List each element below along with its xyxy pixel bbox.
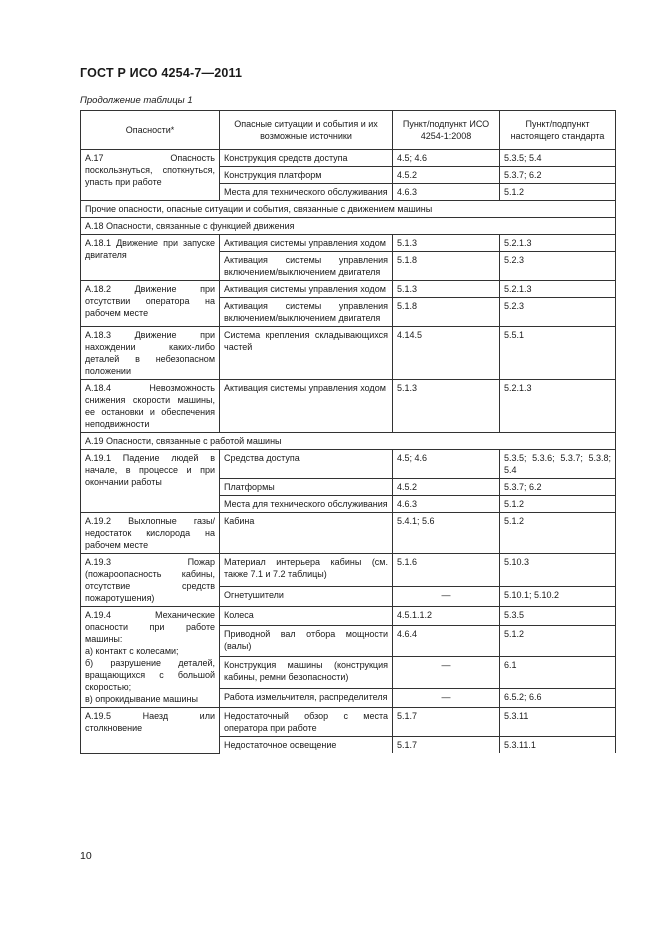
standard-clause-cell: 5.3.5; 5.4: [500, 150, 616, 167]
standard-clause-cell: 5.1.2: [500, 625, 616, 657]
iso-clause-cell: 5.1.7: [393, 737, 500, 754]
table-row: [81, 380, 616, 433]
iso-clause-cell: 5.1.6: [393, 554, 500, 587]
table-row: [81, 554, 616, 587]
source-cell: Активация системы управления ходом: [220, 281, 393, 298]
hazard-cell: А.18.1 Движение при запуске двигателя: [81, 235, 220, 281]
source-cell: Колеса: [220, 607, 393, 626]
hazard-cell: А.18.3 Движение при нахождении каких-либо деталей в небезопасном положении: [81, 327, 220, 380]
iso-clause-cell: 4.5; 4.6: [393, 150, 500, 167]
source-cell: Кабина: [220, 513, 393, 554]
standard-clause-cell: 5.2.1.3: [500, 235, 616, 252]
iso-clause-cell: 4.5.2: [393, 167, 500, 184]
iso-clause-cell: 4.14.5: [393, 327, 500, 380]
source-cell: Недостаточное освещение: [220, 737, 393, 754]
hazard-cell: А.18.2 Движение при отсутствии оператора на рабочем месте: [81, 281, 220, 327]
iso-clause-cell: 4.6.4: [393, 625, 500, 657]
source-cell: Конструкция средств доступа: [220, 150, 393, 167]
standard-clause-cell: 5.2.1.3: [500, 281, 616, 298]
table-row: [81, 607, 616, 626]
standard-clause-cell: 6.1: [500, 657, 616, 689]
standard-clause-cell: 5.10.3: [500, 554, 616, 587]
source-cell: Система крепления складывающихся частей: [220, 327, 393, 380]
table-row: [81, 513, 616, 554]
source-cell: Активация системы управления ходом: [220, 380, 393, 433]
section-title-a18: А.18 Опасности, связанные с функцией движения: [81, 218, 616, 235]
source-cell: Активация системы управления включением/выключением двигателя: [220, 298, 393, 327]
standard-clause-cell: 5.2.1.3: [500, 380, 616, 433]
iso-clause-cell: 4.5.2: [393, 479, 500, 496]
section-title-other-hazards: Прочие опасности, опасные ситуации и события, связанные с движением машины: [81, 201, 616, 218]
source-cell: Средства доступа: [220, 450, 393, 479]
table-row: [81, 327, 616, 380]
iso-clause-cell: —: [393, 689, 500, 708]
iso-clause-cell: 5.1.8: [393, 252, 500, 281]
source-cell: Места для технического обслуживания: [220, 184, 393, 201]
standard-clause-cell: 5.3.7; 6.2: [500, 479, 616, 496]
source-cell: Недостаточный обзор с места оператора при работе: [220, 708, 393, 737]
iso-clause-cell: —: [393, 587, 500, 607]
hazard-cell: А.19.2 Выхлопные газы/недостаток кислорода на рабочем месте: [81, 513, 220, 554]
hazard-cell: А.19.4 Механические опасности при работе машины: а) контакт с колесами; б) разрушение деталей, вращающихся с большой скоростью; в) опрокидывание машины: [81, 607, 220, 708]
standard-clause-cell: 5.2.3: [500, 252, 616, 281]
source-cell: Работа измельчителя, распределителя: [220, 689, 393, 708]
table-header-row: [81, 111, 616, 150]
iso-clause-cell: 4.6.3: [393, 496, 500, 513]
source-cell: Конструкция платформ: [220, 167, 393, 184]
iso-clause-cell: 5.1.3: [393, 281, 500, 298]
section-row: [81, 218, 616, 235]
page-number: 10: [80, 850, 92, 862]
column-header-sources: Опасные ситуации и события и их возможные источники: [220, 111, 393, 150]
hazard-cell: А.19.5 Наезд или столкновение: [81, 708, 220, 754]
source-cell: Платформы: [220, 479, 393, 496]
hazard-cell: А.18.4 Невозможность снижения скорости машины, ее остановки и обеспечения неподвижности: [81, 380, 220, 433]
section-title-a19: А.19 Опасности, связанные с работой машины: [81, 433, 616, 450]
source-cell: Места для технического обслуживания: [220, 496, 393, 513]
source-cell: Активация системы управления включением/выключением двигателя: [220, 252, 393, 281]
standard-clause-cell: 6.5.2; 6.6: [500, 689, 616, 708]
table-row: [81, 450, 616, 479]
iso-clause-cell: 5.4.1; 5.6: [393, 513, 500, 554]
table-continuation-label: Продолжение таблицы 1: [80, 95, 193, 106]
table-row: [81, 708, 616, 737]
document-header: ГОСТ Р ИСО 4254-7—2011: [80, 66, 243, 80]
source-cell: Конструкция машины (конструкция кабины, ремни безопасности): [220, 657, 393, 689]
section-row: [81, 201, 616, 218]
standard-clause-cell: 5.2.3: [500, 298, 616, 327]
table-row: [81, 235, 616, 252]
source-cell: Материал интерьера кабины (см. также 7.1 и 7.2 таблицы): [220, 554, 393, 587]
column-header-hazards: Опасности*: [81, 111, 220, 150]
hazard-cell: А.17 Опасность поскользнуться, споткнуться, упасть при работе: [81, 150, 220, 201]
standard-clause-cell: 5.3.11: [500, 708, 616, 737]
source-cell: Активация системы управления ходом: [220, 235, 393, 252]
iso-clause-cell: 5.1.7: [393, 708, 500, 737]
hazard-cell: А.19.3 Пожар (пожароопасность кабины, отсутствие средств пожаротушения): [81, 554, 220, 607]
standard-clause-cell: 5.3.7; 6.2: [500, 167, 616, 184]
standard-clause-cell: 5.3.11.1: [500, 737, 616, 754]
standard-clause-cell: 5.3.5; 5.3.6; 5.3.7; 5.3.8; 5.4: [500, 450, 616, 479]
iso-clause-cell: 5.1.3: [393, 235, 500, 252]
iso-clause-cell: —: [393, 657, 500, 689]
iso-clause-cell: 4.5.1.1.2: [393, 607, 500, 626]
iso-clause-cell: 5.1.8: [393, 298, 500, 327]
section-row: [81, 433, 616, 450]
table-row: [81, 281, 616, 298]
standard-clause-cell: 5.3.5: [500, 607, 616, 626]
standard-clause-cell: 5.5.1: [500, 327, 616, 380]
hazard-cell: А.19.1 Падение людей в начале, в процессе и при окончании работы: [81, 450, 220, 513]
standard-clause-cell: 5.10.1; 5.10.2: [500, 587, 616, 607]
iso-clause-cell: 5.1.3: [393, 380, 500, 433]
source-cell: Огнетушители: [220, 587, 393, 607]
iso-clause-cell: 4.5; 4.6: [393, 450, 500, 479]
column-header-standard-clause: Пункт/подпункт настоящего стандарта: [500, 111, 616, 150]
iso-clause-cell: 4.6.3: [393, 184, 500, 201]
standard-clause-cell: 5.1.2: [500, 513, 616, 554]
source-cell: Приводной вал отбора мощности (валы): [220, 625, 393, 657]
column-header-iso-clause: Пункт/подпункт ИСО 4254-1:2008: [393, 111, 500, 150]
table-row: [81, 150, 616, 167]
standard-clause-cell: 5.1.2: [500, 184, 616, 201]
hazards-table: [80, 110, 616, 754]
standard-clause-cell: 5.1.2: [500, 496, 616, 513]
